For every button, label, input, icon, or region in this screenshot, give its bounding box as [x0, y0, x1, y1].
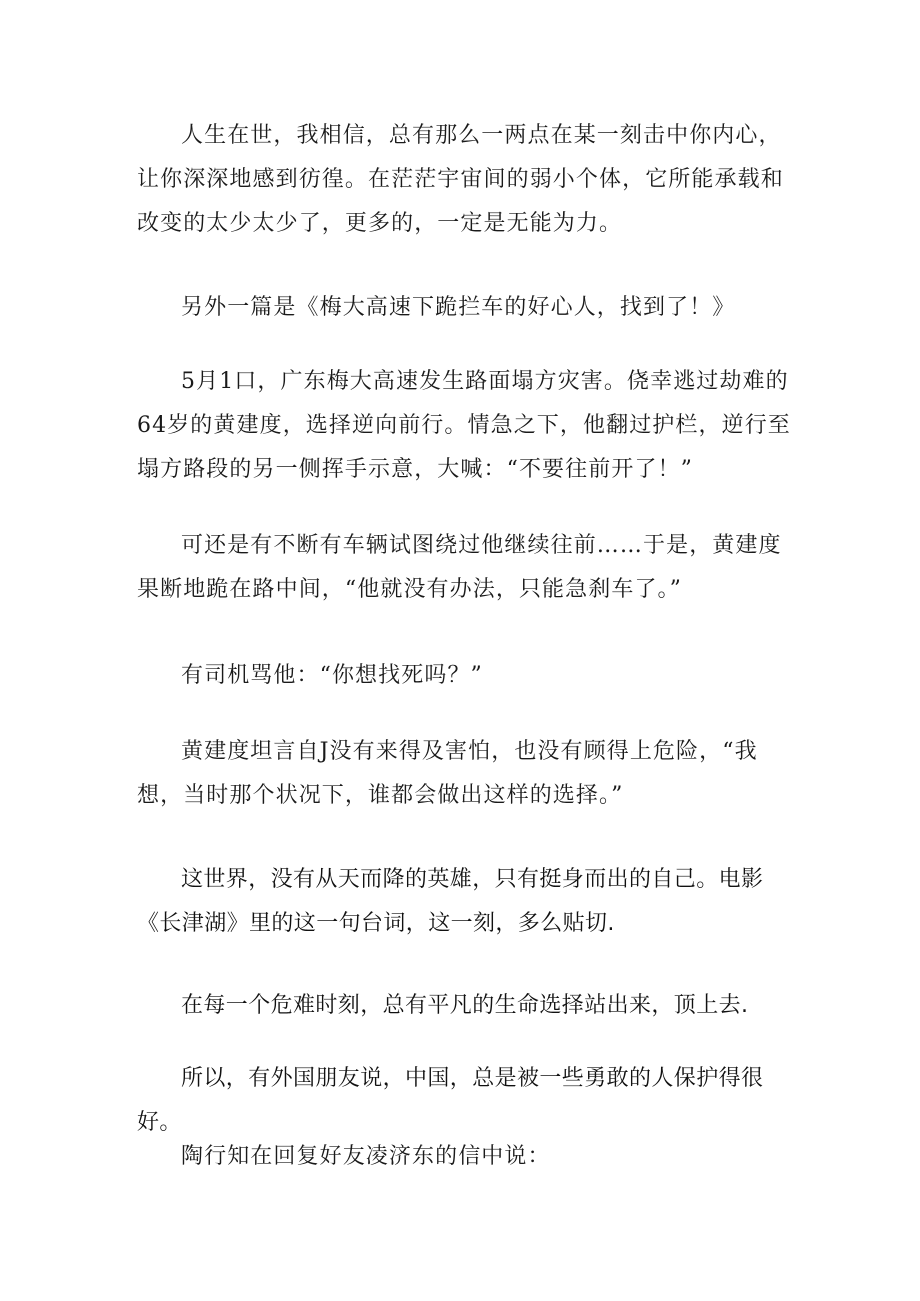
paragraph-article-title: 另外一篇是《梅大高速下跪拦车的好心人，找到了！》 [181, 295, 736, 320]
paragraph-ordinary-lives: 在每一个危难时刻，总有平凡的生命选择站出来，顶上去. [181, 993, 749, 1018]
paragraph-hero-quote: 这世界，没有从天而降的英雄，只有挺身而出的自己。电影《长津湖》里的这一句台词，这一刻，多么贴切. [137, 867, 764, 936]
paragraph-reflection: 人生在世，我相信，总有那么一两点在某一刻击中你内心，让你深深地感到彷徨。在茫茫宇宙间的弱小个体，它所能承载和改变的太少太少了，更多的，一定是无能为力。 [137, 123, 784, 236]
paragraph-kneeling: 可还是有不断有车辆试图绕过他继续往前……于是，黄建度果断地跪在路中间，“他就没有办法，只能急刹车了。” [137, 533, 782, 602]
paragraph-may-first-event: 5月1口，广东梅大高速发生路面塌方灾害。侥幸逃过劫难的64岁的黄建度，选择逆向前行。情急之下，他翻过护栏，逆行至塌方路段的另一侧挥手示意，大喊：“不要往前开了！” [137, 369, 791, 482]
paragraph-huang-statement: 黄建度坦言自J没有来得及害怕，也没有顾得上危险，“我想，当时那个状况下，谁都会做出这样的选择。” [137, 739, 758, 808]
paragraph-foreign-friends: 所以，有外国朋友说，中国，总是被一些勇敢的人保护得很好。 [137, 1066, 764, 1135]
paragraph-driver-quote: 有司机骂他：“你想找死吗？” [181, 663, 483, 688]
paragraph-tao-xingzhi: 陶行知在回复好友凌济东的信中说： [181, 1144, 551, 1169]
